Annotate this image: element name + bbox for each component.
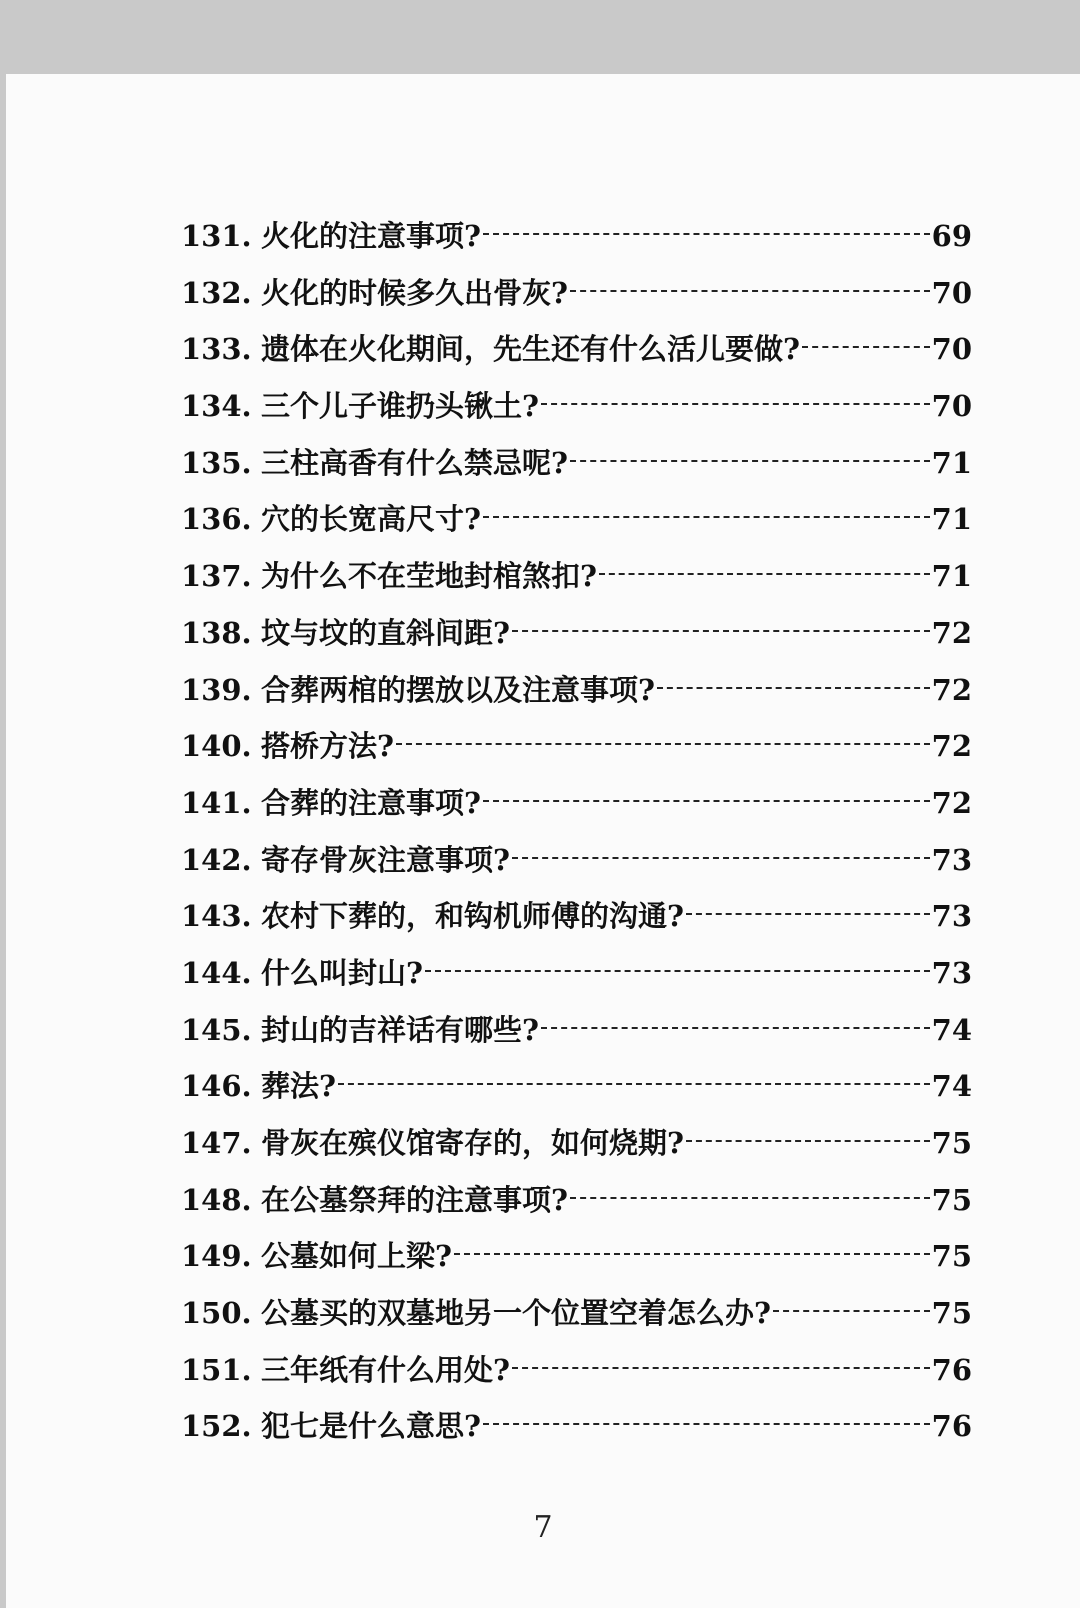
entry-number: 136. — [181, 502, 252, 537]
entry-title: 在公墓祭拜的注意事项? — [261, 1182, 568, 1217]
entry-number: 138. — [181, 615, 252, 650]
entry-title: 遗体在火化期间，先生还有什么活儿要做? — [261, 332, 800, 367]
entry-title: 穴的长宽高尺寸? — [261, 502, 481, 537]
entry-number: 134. — [181, 389, 252, 424]
entry-title: 火化的时候多久出骨灰? — [261, 275, 568, 310]
entry-page: 72 — [931, 672, 972, 707]
toc-entry — [181, 1121, 972, 1178]
entry-title: 公墓买的双墓地另一个位置空着怎么办? — [261, 1296, 771, 1331]
toc-entry — [181, 497, 972, 554]
toc-entry — [181, 554, 972, 611]
toc-entry — [181, 214, 972, 271]
toc-entry — [181, 1064, 972, 1121]
entry-number: 146. — [181, 1069, 252, 1104]
page-number: 7 — [533, 1510, 553, 1545]
dash-leader — [512, 630, 930, 632]
entry-number: 139. — [181, 672, 252, 707]
entry-number: 140. — [181, 729, 252, 764]
entry-page: 76 — [931, 1352, 972, 1387]
entry-title: 为什么不在茔地封棺煞扣? — [261, 559, 597, 594]
entry-page: 69 — [931, 219, 972, 253]
entry-number: 147. — [181, 1126, 252, 1160]
entry-number: 132. — [181, 275, 252, 310]
dash-leader — [483, 233, 930, 235]
dash-leader — [454, 1253, 930, 1255]
entry-page: 73 — [931, 955, 972, 990]
dash-leader — [570, 1197, 930, 1199]
entry-number: 149. — [181, 1239, 252, 1274]
toc-entry — [181, 441, 972, 498]
entry-number: 151. — [181, 1352, 252, 1387]
entry-number: 148. — [181, 1182, 252, 1217]
dash-leader — [657, 687, 930, 689]
dash-leader — [512, 857, 930, 859]
dash-leader — [541, 403, 930, 405]
entry-title: 合葬两棺的摆放以及注意事项? — [261, 672, 655, 707]
table-of-contents — [181, 214, 972, 1461]
entry-title: 犯七是什么意思? — [261, 1409, 481, 1444]
dash-leader — [338, 1083, 930, 1085]
dash-leader — [773, 1310, 930, 1312]
dash-leader — [396, 743, 930, 745]
toc-entry — [181, 1234, 972, 1291]
toc-entry — [181, 781, 972, 838]
entry-number: 150. — [181, 1296, 252, 1331]
dash-leader — [483, 516, 930, 518]
entry-title: 什么叫封山? — [261, 955, 423, 990]
dash-leader — [425, 970, 930, 972]
dash-leader — [483, 800, 930, 802]
entry-title: 骨灰在殡仪馆寄存的，如何烧期? — [261, 1126, 684, 1160]
entry-title: 寄存骨灰注意事项? — [261, 842, 510, 877]
toc-entry — [181, 611, 972, 668]
entry-number: 144. — [181, 955, 252, 990]
entry-number: 133. — [181, 332, 252, 367]
dash-leader — [686, 1140, 930, 1142]
entry-page: 75 — [931, 1126, 972, 1160]
entry-title: 农村下葬的，和钩机师傅的沟通? — [261, 899, 684, 934]
toc-entry — [181, 724, 972, 781]
toc-entry — [181, 271, 972, 328]
toc-entry — [181, 1291, 972, 1348]
entry-page: 75 — [931, 1182, 972, 1217]
entry-title: 三柱高香有什么禁忌呢? — [261, 445, 568, 480]
toc-entry — [181, 838, 972, 895]
entry-number: 145. — [181, 1012, 252, 1047]
entry-number: 135. — [181, 445, 252, 480]
entry-page: 70 — [931, 389, 972, 424]
toc-entry — [181, 1178, 972, 1235]
dash-leader — [570, 290, 930, 292]
entry-page: 74 — [931, 1012, 972, 1047]
entry-number: 143. — [181, 899, 252, 934]
dash-leader — [570, 460, 930, 462]
entry-title: 三年纸有什么用处? — [261, 1352, 510, 1387]
entry-page: 76 — [931, 1409, 972, 1444]
toc-entry — [181, 1008, 972, 1065]
entry-title: 火化的注意事项? — [261, 219, 481, 253]
toc-entry — [181, 668, 972, 725]
entry-page: 72 — [931, 785, 972, 820]
entry-page: 73 — [931, 899, 972, 934]
toc-entry — [181, 1404, 972, 1461]
entry-page: 73 — [931, 842, 972, 877]
entry-page: 75 — [931, 1296, 972, 1331]
entry-page: 72 — [931, 729, 972, 764]
dash-leader — [541, 1027, 930, 1029]
entry-page: 71 — [931, 502, 972, 537]
entry-page: 75 — [931, 1239, 972, 1274]
entry-number: 152. — [181, 1409, 252, 1444]
entry-title: 坟与坟的直斜间距? — [261, 615, 510, 650]
entry-page: 70 — [931, 332, 972, 367]
entry-page: 74 — [931, 1069, 972, 1104]
entry-title: 公墓如何上梁? — [261, 1239, 452, 1274]
entry-title: 封山的吉祥话有哪些? — [261, 1012, 539, 1047]
dash-leader — [599, 573, 930, 575]
dash-leader — [802, 346, 930, 348]
entry-number: 142. — [181, 842, 252, 877]
entry-title: 葬法? — [261, 1069, 336, 1104]
toc-entry — [181, 384, 972, 441]
document-page — [6, 74, 1080, 1608]
entry-title: 三个儿子谁扔头锹土? — [261, 389, 539, 424]
entry-page: 70 — [931, 275, 972, 310]
entry-title: 搭桥方法? — [261, 729, 394, 764]
dash-leader — [512, 1367, 930, 1369]
entry-page: 71 — [931, 559, 972, 594]
toc-entry — [181, 327, 972, 384]
toc-entry — [181, 951, 972, 1008]
entry-number: 141. — [181, 785, 252, 820]
entry-page: 72 — [931, 615, 972, 650]
entry-page: 71 — [931, 445, 972, 480]
toc-entry — [181, 894, 972, 951]
toc-entry — [181, 1348, 972, 1405]
entry-title: 合葬的注意事项? — [261, 785, 481, 820]
entry-number: 131. — [181, 219, 252, 253]
entry-number: 137. — [181, 559, 252, 594]
dash-leader — [686, 913, 930, 915]
dash-leader — [483, 1423, 930, 1425]
